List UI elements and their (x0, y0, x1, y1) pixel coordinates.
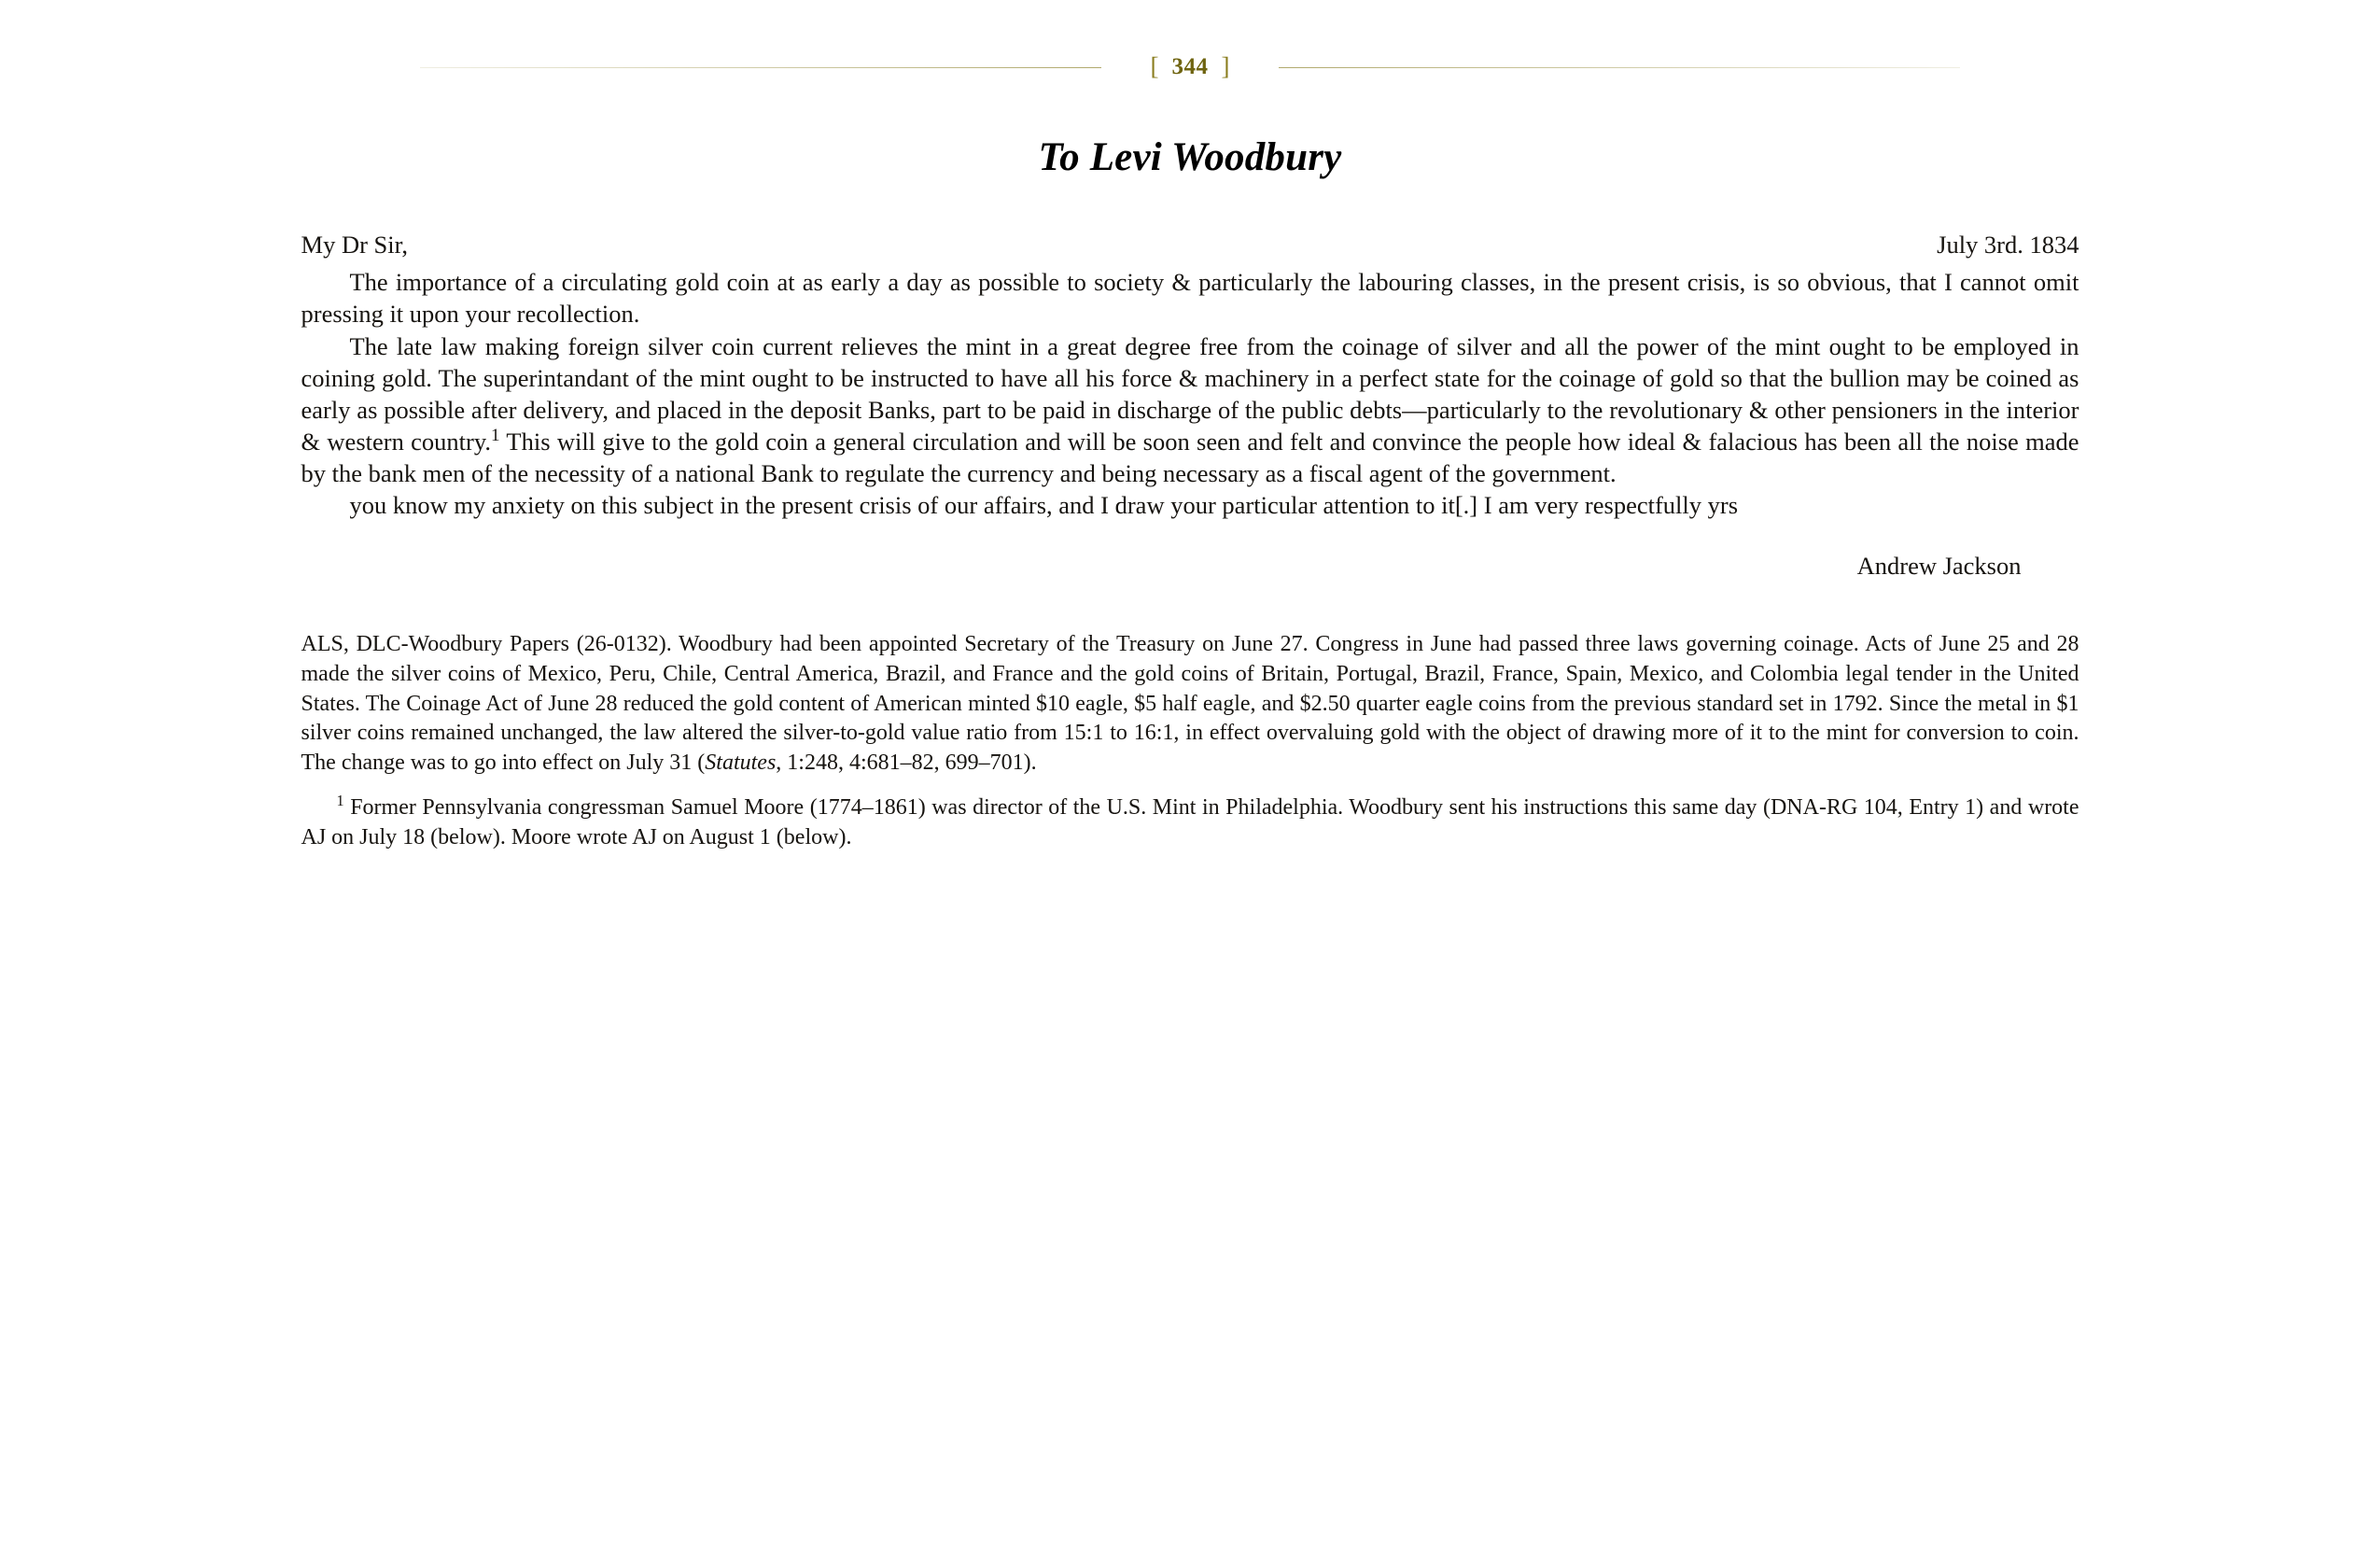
header-rule-right (1279, 67, 1960, 68)
bracket-right-icon: ] (1221, 51, 1230, 80)
paragraph-2-text-a: The late law making foreign silver coin current relieves the mint in a great degree free from the coinage of silver and all the power of the mint ought to be employed in coining gold. The superintandant of the mint ought to be instructed to have all his force & machinery in a perfect state for the coinage of gold so that the bullion may be coined as early as possible after delivery, and placed in the deposit Banks, part to be paid in discharge of the public debts—particularly to the revolutionary & other pensioners in the interior & western country. (301, 331, 2079, 456)
editorial-note (301, 630, 2079, 779)
editorial-note-text-b: , 1:248, 4:681–82, 699–701). (776, 751, 1037, 776)
salutation-row (301, 229, 2079, 260)
letter-paragraph-2 (301, 330, 2079, 490)
letter-paragraph-3: you know my anxiety on this subject in the present crisis of our affairs, and I draw your particular attention to it[.] I am very respectfully yrs (349, 491, 1739, 520)
footnote-1 (301, 793, 2079, 853)
editorial-note-citation: Statutes (705, 751, 777, 776)
salutation: My Dr Sir, (301, 231, 409, 259)
page-title: To Levi Woodbury (1038, 135, 1342, 179)
paragraph-2-text-b: This will give to the gold coin a general circulation and will be soon seen and felt and convince the people how ideal & falacious has been all the noise made by the bank men of the necessity of a national Bank to regulate the currency and being necessary as a fiscal agent of the government. (301, 428, 2079, 488)
footnote-reference[interactable]: 1 (491, 426, 500, 446)
editorial-note-text-a: ALS, DLC-Woodbury Papers (26-0132). Woodbury had been appointed Secretary of the Treasury on June 27. Congress in June had passed three laws governing coinage. Acts of June 25 and 28 made the silver coins of Mexico, Peru, Chile, Central America, Brazil, and France and the gold coins of Britain, Portugal, Brazil, France, Spain, Mexico, and Colombia legal tender in the United States. The Coinage Act of June 28 reduced the gold content of American minted $10 eagle, $5 half eagle, and $2.50 quarter eagle coins from the previous standard set in 1792. Since the metal in $1 silver coins remained unchanged, the law altered the silver-to-gold value ratio from 15:1 to 16:1, in effect overvaluing gold with the object of drawing more of it to the mint for conversion to coin. The change was to go into effect on July 31 ( (301, 631, 2079, 776)
footnote-marker: 1 (336, 792, 344, 810)
letter-paragraph-1: The importance of a circulating gold coin at as early a day as possible to society & particularly the labouring classes, in the present crisis, is so obvious, that I cannot omit pressing it upon your recollection. (301, 268, 2079, 329)
bracket-left-icon: [ (1150, 51, 1159, 80)
footnote-text: Former Pennsylvania congressman Samuel Moore (1774–1861) was director of the U.S. Mint in Philadelphia. Woodbury sent his instructions this same day (DNA-RG 104, Entry 1) and wrote AJ on July 18 (below). Moore wrote AJ on August 1 (below). (301, 795, 2079, 850)
letter-body (301, 180, 2079, 853)
dateline: July 3rd. 1834 (1937, 231, 2079, 259)
page-number: 344 (1171, 54, 1209, 79)
folio-group (1138, 51, 1243, 80)
signature: Andrew Jackson (1856, 551, 2022, 580)
page-header (420, 49, 1960, 86)
header-rule-left (420, 67, 1101, 68)
